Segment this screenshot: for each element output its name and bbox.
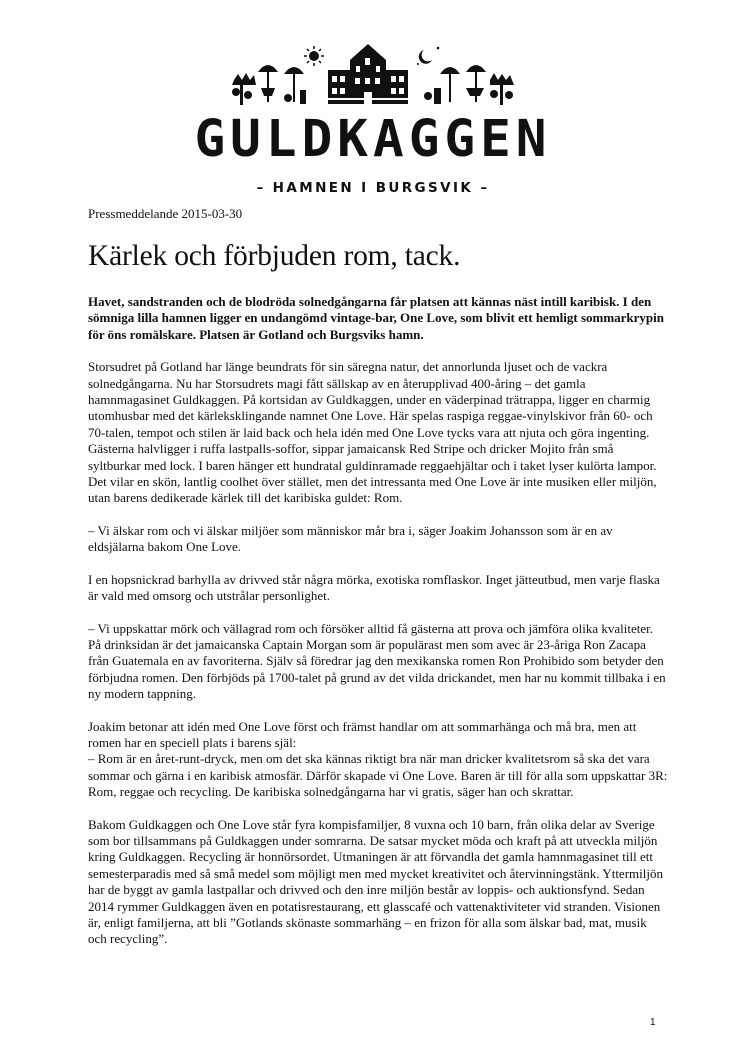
page-number: 1 <box>650 1017 656 1028</box>
logo-tagline: – HAMNEN I BURGSVIK – <box>256 180 490 196</box>
date-line: Pressmeddelande 2015-03-30 <box>88 206 243 221</box>
headline: Kärlek och förbjuden rom, tack. <box>88 240 461 272</box>
guldkaggen-logo <box>0 40 746 200</box>
body-paragraph-3: I en hopsnickrad barhylla av drivved står några mörka, exotiska romflaskor. Inget jätteutbud, men varje flaska är vald med omsorg och utstrålar personlighet. <box>88 571 660 604</box>
body-paragraph-4: – Vi uppskattar mörk och vällagrad rom och försöker alltid få gästerna att prova och jämföra olika kvaliteter. På drinksidan är det jamaicanska Captain Morgan som är populärast men som avec är 23-åriga Ron Zacapa från Guatemala en av favoriterna. Själv så föredrar jag den mexikanska romen Ron Prohibido som betyder den förbjudna romen. Den förbjöds på 1700-talet på grund av det vilda drickandet, men har nu kommit tillbaka i en ny modern tappning. <box>88 620 666 702</box>
lead-paragraph: Havet, sandstranden och de blodröda solnedgångarna får platsen att kännas näst intill karibisk. I den sömniga lilla hamnen ligger en undangömd vintage-bar, One Love, som blivit ett hemligt sommarkrypin för öns romälskare. Platsen är Gotland och Burgsviks hamn. <box>88 294 665 342</box>
body-paragraph-2: – Vi älskar rom och vi älskar miljöer som människor mår bra i, säger Joakim Johansson som är en av eldsjälarna bakom One Love. <box>88 522 613 555</box>
body-paragraph-1: Storsudret på Gotland har länge beundrats för sin säregna natur, det annorlunda ljuset och de vackra solnedgångarna. Nu har Storsudrets magi fått sällskap av en återupplivad 400-åring – det gamla hamnmagasinet Guldkaggen. På kortsidan av Guldkaggen, under en väderpinad trätrappa, ligger en charmig utomhusbar med det kärleksklingande namnet One Love. Här spelas raspiga reggae-vinylskivor från 60- och 70-talen, tempot och stilen är laid back och hela idén med One Love tycks vara att njuta och göra ingenting. Gästerna halvligger i ruffa lastpalls-soffor, sippar jamaicansk Red Stripe och dricker Mojito från små syltburkar med lock. I baren hänger ett hundratal guldinramade reggaehjältar och i taket lyser kulörta lampor. Det vilar en skön, lantlig coolhet över stället, men det intressanta med One Love är inte musiken eller miljön, utan barens dedikerade kärlek till det karibiska guldet: Rom. <box>88 359 657 506</box>
body-paragraph-6: Bakom Guldkaggen och One Love står fyra kompisfamiljer, 8 vuxna och 10 barn, från olika delar av Sverige som bor tillsammans på Guldkaggen under somrarna. De satsar mycket möda och kraft på att utveckla miljön kring Guldkaggen. Recycling är honnörsordet. Utmaningen är att förvandla det gamla hamnmagasinet till ett semesterparadis med så små medel som möjligt men med mycket kreativitet och återvinningstänk. Yttermiljön har de byggt av gamla lastpallar och drivved och den inre miljön består av loppis- och auktionsfynd. Sedan 2014 rymmer Guldkaggen även en potatisrestaurang, ett glasscafé och vattenaktiviteter vid stranden. Visionen är, enligt familjerna, att bli ”Gotlands skönaste sommarhäng – en frizon för alla som älskar bad, mat, musik och recycling”. <box>88 816 663 947</box>
harbor-skyline-illustration <box>228 40 518 108</box>
press-release-body <box>88 206 668 948</box>
logo-wordmark: GULDKAGGEN <box>194 110 552 169</box>
body-paragraph-5: Joakim betonar att idén med One Love först och främst handlar om att sommarhänga och må bra, men att romen har en speciell plats i barens själ: – Rom är en året-runt-dryck, men om det ska kännas riktigt bra när man dricker kvalitetsrom så ska det vara sommar och gärna i en karibisk atmosfär. Därför skapade vi One Love. Baren är till för alla som uppskattar 3R: Rom, reggae och recycling. De karibiska solnedgångarna har vi gratis, säger han och skrattar. <box>88 718 668 800</box>
